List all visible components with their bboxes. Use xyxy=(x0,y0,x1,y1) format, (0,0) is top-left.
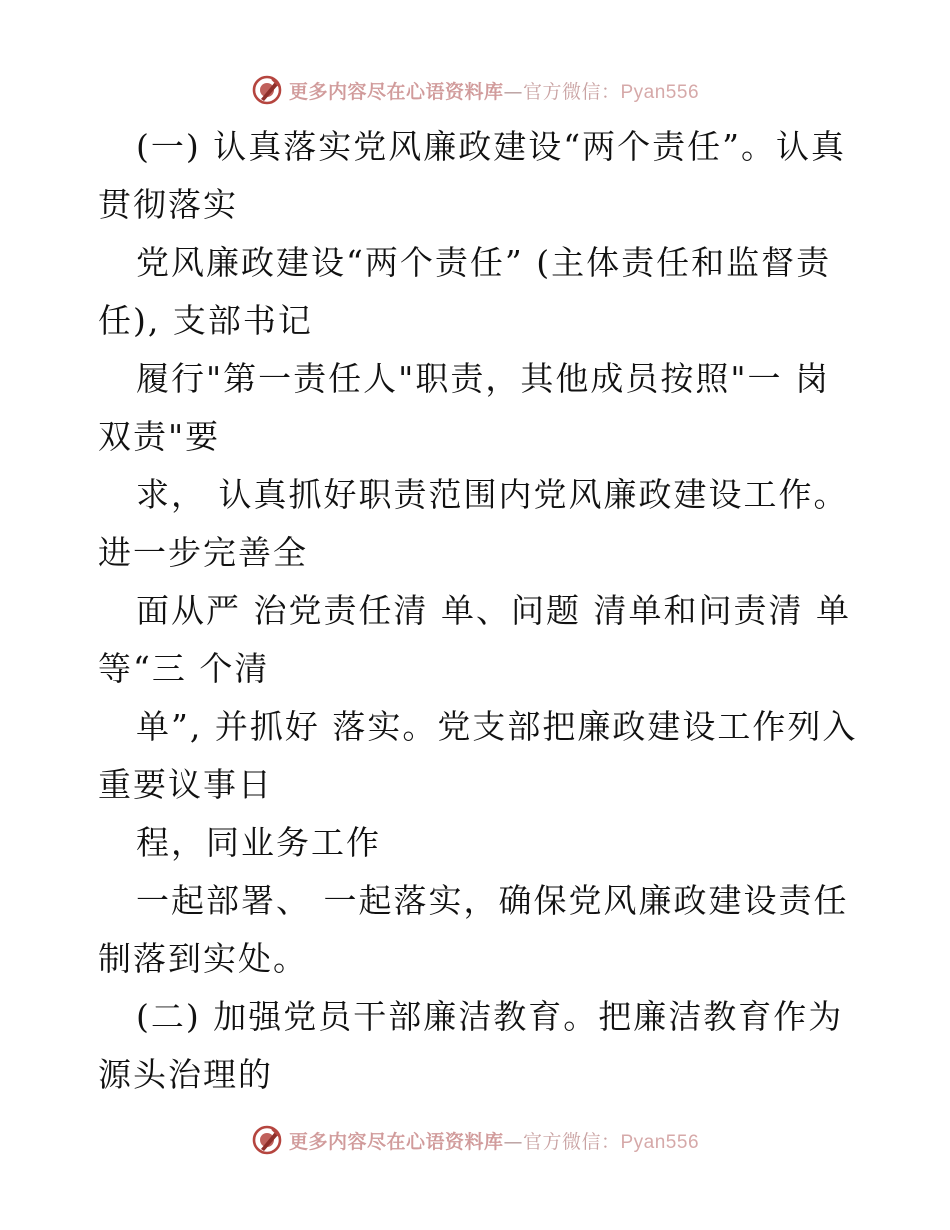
pen-nib-logo-icon xyxy=(251,1124,283,1156)
pen-nib-logo-icon xyxy=(251,74,283,106)
watermark-brand: 更多内容尽在心语资料库 xyxy=(288,1130,504,1153)
watermark-text xyxy=(289,1127,699,1154)
paragraph: 程，同业务工作 xyxy=(136,823,381,862)
paragraph: 单”, 并抓好 落实。党支部把廉政建设工作列入重要议事日 xyxy=(98,707,858,804)
watermark-channel: 官方微信： xyxy=(522,1130,621,1153)
watermark-text xyxy=(289,77,699,104)
watermark-brand: 更多内容尽在心语资料库 xyxy=(288,80,504,103)
paragraph: 履行"第一责任人"职责，其他成员按照"一 岗双责"要 xyxy=(98,359,831,456)
watermark-channel: 官方微信： xyxy=(522,80,621,103)
watermark-id: Pyan556 xyxy=(620,81,700,103)
paragraph: 党风廉政建设“两个责任” (主体责任和监督责任), 支部书记 xyxy=(98,243,832,340)
footer-watermark xyxy=(0,1122,950,1158)
document-body xyxy=(98,118,858,1104)
watermark-separator: — xyxy=(503,1130,523,1153)
paragraph: (一) 认真落实党风廉政建设“两个责任”。认真贯彻落实 xyxy=(98,127,846,224)
paragraph: 面从严 治党责任清 单、问题 清单和问责清 单等“三 个清 xyxy=(98,591,851,688)
paragraph: 求， 认真抓好职责范围内党风廉政建设工作。进一步完善全 xyxy=(98,475,849,572)
watermark-id: Pyan556 xyxy=(620,1131,700,1153)
watermark-separator: — xyxy=(503,80,523,103)
header-watermark xyxy=(0,72,950,108)
paragraph: 一起部署、 一起落实，确保党风廉政建设责任制落到实处。 xyxy=(98,881,849,978)
paragraph: (二) 加强党员干部廉洁教育。把廉洁教育作为源头治理的 xyxy=(98,997,844,1094)
